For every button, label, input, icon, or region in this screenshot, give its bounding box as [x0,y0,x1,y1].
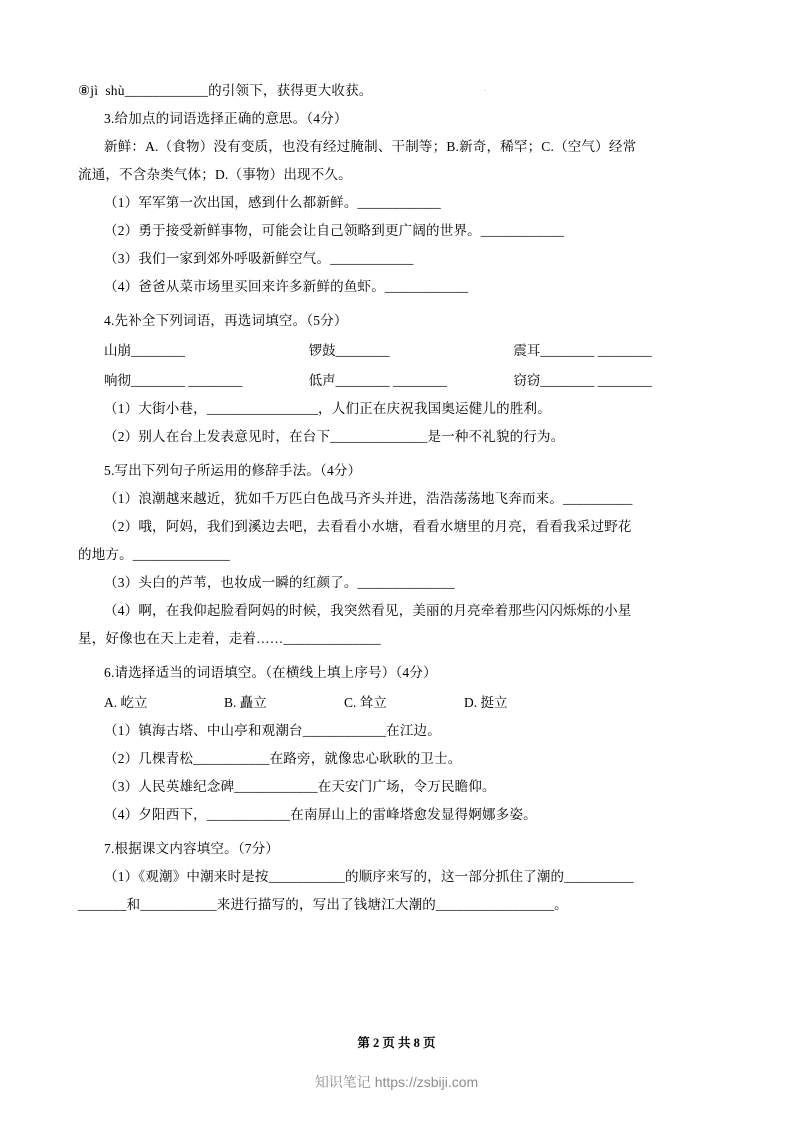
question-3-item-3: （3）我们一家到郊外呼吸新鲜空气。____________ [104,251,414,266]
question-3-item-2: （2）勇于接受新鲜事物，可能会让自己领略到更广阔的世界。____________ [104,223,565,238]
question-4-word-6: 窃窃________ ________ [513,373,652,388]
question-6-options [78,688,718,718]
document-content [78,78,718,920]
question-3-item-1: （1）军军第一次出国，感到什么都新鲜。____________ [104,195,441,210]
question-7-heading: 7.根据课文内容填空。（7分） [104,841,280,856]
question-3-heading: 3.给加点的词语选择正确的意思。（4分） [104,111,348,126]
line-pinyin-fill: ⑧jì shù____________的引领下，获得更大收获。 [78,83,373,98]
question-6-option-c: C. 耸立 [344,695,387,710]
question-3-definition-line-2: 流通，不含杂类气体；D.（事物）出现不久。 [78,167,352,182]
question-6-item-2: （2）几棵青松___________在路旁，就像忠心耿耿的卫士。 [104,751,462,766]
question-4-word-4: 响彻________ ________ [104,373,243,388]
question-5-heading: 5.写出下列句子所运用的修辞手法。（4分） [104,463,362,478]
question-4-grid-row-2 [78,366,718,396]
question-4-word-1: 山崩________ [104,343,185,358]
question-6-option-d: D. 挺立 [464,695,508,710]
question-6-item-1: （1）镇海古塔、中山亭和观潮台____________在江边。 [104,723,441,738]
question-5-item-3: （3）头白的芦苇，也妆成一瞬的红颜了。______________ [104,575,455,590]
question-4-word-5: 低声________ ________ [308,373,448,388]
question-6-item-3: （3）人民英雄纪念碑____________在天安门广场，令万民瞻仰。 [104,779,496,794]
question-5-item-4-line-2: 星，好像也在天上走着，走着……______________ [78,631,381,646]
watermark: 知识笔记 https://zsbiji.com [314,1074,479,1090]
question-5-item-2-line-1: （2）哦，阿妈，我们到溪边去吧，去看看小水塘，看看水塘里的月亮，看看我采过野花 [104,519,632,534]
question-7-item-1-line-1: （1）《观潮》中潮来时是按___________的顺序来写的，这一部分抓住了潮的__________ [104,869,634,884]
question-4-word-3: 震耳________ ________ [513,343,652,358]
question-3-definition-line-1: 新鲜：A.（食物）没有变质，也没有经过腌制、干制等；B.新奇，稀罕；C.（空气）经常 [104,139,637,154]
question-4-heading: 4.先补全下列词语，再选词填空。（5分） [104,313,348,328]
question-5-item-4-line-1: （4）啊，在我仰起脸看阿妈的时候，我突然看见，美丽的月亮牵着那些闪闪烁烁的小星 [104,603,632,618]
question-6-option-b: B. 矗立 [224,695,267,710]
page-number: 第 2 页 共 8 页 [357,1036,436,1050]
decorative-dot: · [483,85,487,97]
question-4-fill-1: （1）大街小巷，________________，人们正在庆祝我国奥运健儿的胜利。 [104,401,551,416]
question-4-fill-2: （2）别人在台上发表意见时，在台下______________是一种不礼貌的行为。 [104,429,565,444]
question-6-item-4: （4）夕阳西下，____________在南屏山上的雷峰塔愈发显得婀娜多姿。 [104,807,537,822]
question-3-item-4: （4）爸爸从菜市场里买回来许多新鲜的鱼虾。____________ [104,279,469,294]
question-6-option-a: A. 屹立 [104,695,148,710]
question-5-item-2-line-2: 的地方。______________ [78,547,231,562]
question-4-word-2: 锣鼓________ [308,343,390,358]
question-5-item-1: （1）浪潮越来越近，犹如千万匹白色战马齐头并进，浩浩荡荡地飞奔而来。__________ [104,491,633,506]
question-7-item-1-line-2: _______和___________来进行描写的，写出了钱塘江大潮的_________________。 [78,897,568,912]
question-4-grid-row-1 [78,336,718,366]
question-6-heading: 6.请选择适当的词语填空。（在横线上填上序号）（4分） [104,665,437,680]
